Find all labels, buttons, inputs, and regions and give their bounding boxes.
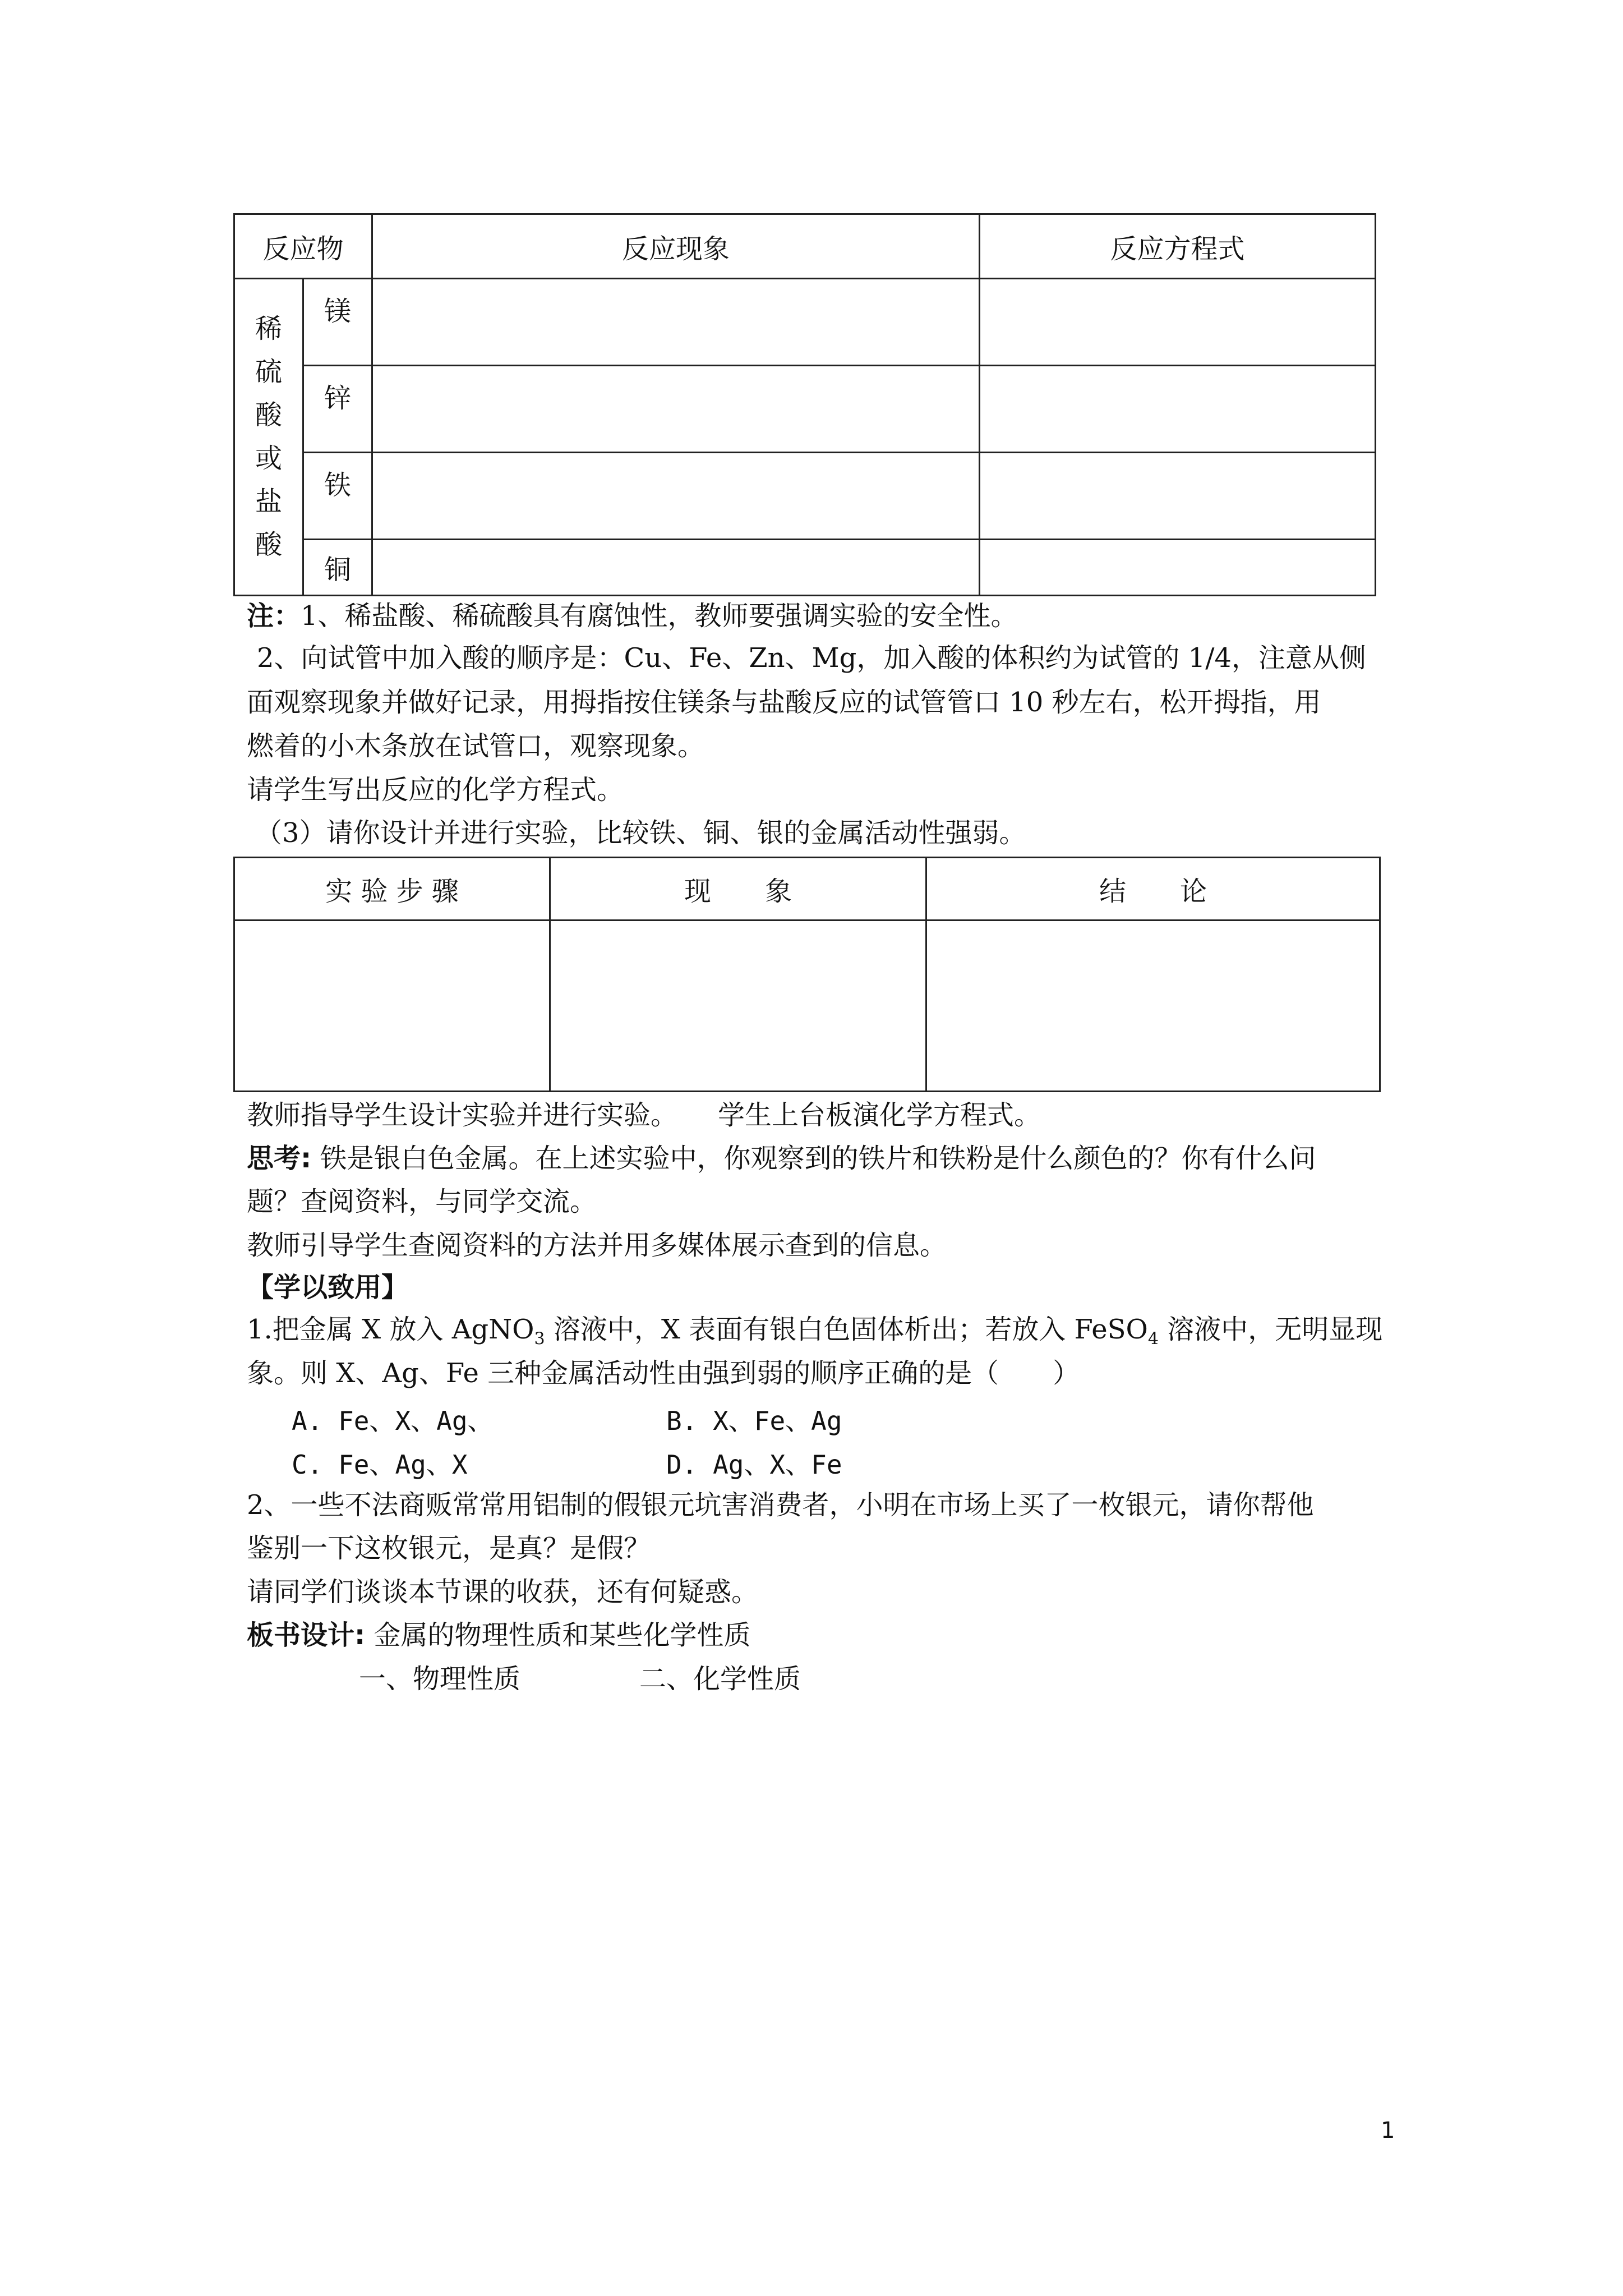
acid-char: 或 [255, 443, 282, 474]
cell-equation [980, 366, 1376, 453]
metal-iron: 铁 [303, 453, 372, 540]
option-c: C. Fe、Ag、X [292, 1450, 468, 1480]
board-label: 板书设计: [247, 1619, 366, 1651]
metal-magnesium: 镁 [303, 279, 372, 366]
teacher-guide-line: 教师指导学生设计实验并进行实验。 学生上台板演化学方程式。 [247, 1099, 1041, 1131]
acid-group-label [234, 279, 303, 596]
note-line-2: 2、向试管中加入酸的顺序是：Cu、Fe、Zn、Mg，加入酸的体积约为试管的 1/4，注意从侧 [257, 642, 1366, 674]
option-a: A. Fe、X、Ag、 [292, 1406, 494, 1436]
header-phenomenon: 反应现象 [372, 214, 980, 279]
section-heading: 【学以致用】 [247, 1272, 409, 1303]
board-item-1: 一、物理性质 [359, 1663, 521, 1695]
note-line-1 [247, 599, 1018, 633]
q1-part-c: 溶液中，无明显现 [1158, 1314, 1383, 1345]
header-phenomenon: 现 象 [550, 858, 926, 921]
board-item-2: 二、化学性质 [639, 1663, 801, 1695]
option-d: D. Ag、X、Fe [666, 1450, 842, 1480]
cell-equation [980, 540, 1376, 596]
summary-line: 请同学们谈谈本节课的收获，还有何疑惑。 [247, 1576, 759, 1608]
cell-phenomenon [372, 366, 980, 453]
cell-phenomenon [372, 453, 980, 540]
q1-part-a: 1.把金属 X 放入 AgNO [247, 1314, 534, 1345]
option-b: B. X、Fe、Ag [666, 1406, 842, 1436]
think-label: 思考: [247, 1143, 312, 1174]
cell-equation [980, 453, 1376, 540]
metal-copper: 铜 [303, 540, 372, 596]
question-2-line-2: 鉴别一下这枚银元，是真？是假？ [247, 1533, 651, 1564]
note-line-4: 燃着的小木条放在试管口，观察现象。 [247, 730, 705, 762]
metal-zinc: 锌 [303, 366, 372, 453]
header-steps: 实 验 步 骤 [234, 858, 550, 921]
experiment-table [233, 857, 1381, 1092]
header-conclusion: 结 论 [926, 858, 1380, 921]
note-label: 注： [247, 600, 301, 632]
cell-equation [980, 279, 1376, 366]
note-line-5: 请学生写出反应的化学方程式。 [247, 774, 624, 806]
think-line-1 [247, 1142, 1316, 1175]
note-line-3: 面观察现象并做好记录，用拇指按住镁条与盐酸反应的试管管口 10 秒左右，松开拇指，用 [247, 687, 1321, 718]
acid-char: 酸 [255, 529, 282, 560]
q1-subscript-2: 4 [1147, 1329, 1159, 1349]
note-text: 1、稀盐酸、稀硫酸具有腐蚀性，教师要强调实验的安全性。 [301, 600, 1018, 632]
acid-char: 硫 [255, 356, 282, 388]
acid-char: 稀 [255, 313, 282, 344]
board-design-line [247, 1618, 750, 1652]
q1-subscript-1: 3 [534, 1329, 545, 1349]
cell-phenomenon [550, 921, 926, 1092]
question-1-line-1 [247, 1313, 1382, 1356]
acid-char: 盐 [255, 486, 282, 517]
question-2-line-1: 2、一些不法商贩常常用铝制的假银元坑害消费者，小明在市场上买了一枚银元，请你帮他 [247, 1489, 1314, 1521]
cell-conclusion [926, 921, 1380, 1092]
note-line-6: （3）请你设计并进行实验，比较铁、铜、银的金属活动性强弱。 [255, 817, 1026, 849]
cell-phenomenon [372, 540, 980, 596]
header-reactant: 反应物 [234, 214, 372, 279]
teacher-research-line: 教师引导学生查阅资料的方法并用多媒体展示查到的信息。 [247, 1230, 947, 1261]
reaction-table [233, 213, 1376, 596]
board-title: 金属的物理性质和某些化学性质 [365, 1619, 751, 1651]
acid-char: 酸 [255, 399, 282, 431]
cell-phenomenon [372, 279, 980, 366]
think-text: 铁是银白色金属。在上述实验中，你观察到的铁片和铁粉是什么颜色的？你有什么问 [311, 1143, 1316, 1174]
question-1-line-2: 象。则 X、Ag、Fe 三种金属活动性由强到弱的顺序正确的是（ ） [247, 1358, 1080, 1389]
think-line-2: 题？查阅资料，与同学交流。 [247, 1186, 597, 1217]
cell-steps [234, 921, 550, 1092]
header-equation: 反应方程式 [980, 214, 1376, 279]
q1-part-b: 溶液中，X 表面有银白色固体析出；若放入 FeSO [545, 1314, 1148, 1345]
page-number: 1 [1381, 2118, 1395, 2143]
